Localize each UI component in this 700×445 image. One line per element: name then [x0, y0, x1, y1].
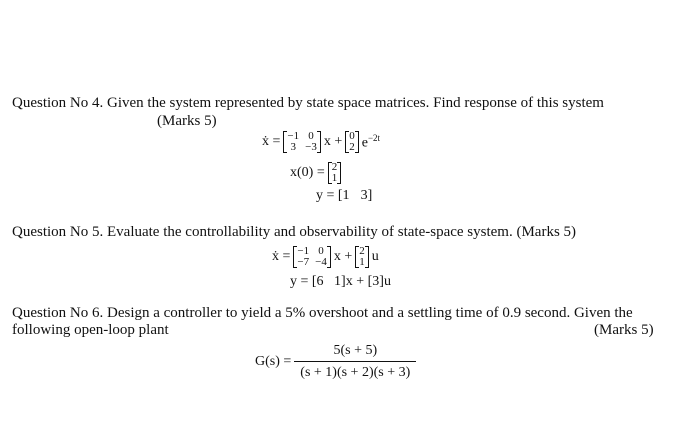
q4-xdot: ẋ = [262, 134, 281, 149]
q4-x-plus: x + [323, 134, 343, 149]
question-6-marks: (Marks 5) [594, 322, 654, 338]
q4-output-equation: y = [1 3] [316, 188, 373, 203]
q4-initial-condition: x(0) = 2 1 [290, 162, 341, 184]
question-5-text: Question No 5. Evaluate the controllability and observability of state-space system. (Marks 5) [12, 224, 577, 240]
q6-fraction [294, 343, 416, 381]
question-6-line-1: Question No 6. Design a controller to yield a 5% overshoot and a settling time of 0.9 second. Given the [12, 305, 633, 321]
q6-numerator: 5(s + 5) [333, 343, 378, 358]
q5-matrix-a: −1 0 −7 −4 [293, 246, 330, 268]
q4-matrix-b: 0 2 [345, 131, 359, 153]
q5-state-equation: ẋ = −1 0 −7 −4 x + 2 1 u [272, 245, 379, 268]
question-4-text: Question No 4. Given the system represented by state space matrices. Find response of this system [12, 95, 604, 111]
question-6-line-2: following open-loop plant [12, 322, 169, 338]
q4-state-equation [262, 131, 380, 153]
q4-matrix-a: −1 0 3 −3 [283, 131, 320, 153]
q6-denominator: (s + 1)(s + 2)(s + 3) [294, 361, 416, 381]
q6-transfer-function: G(s) = $\frac{5(s + 5)}{(s + 1)(s + 2)(s + 3)}$ [255, 343, 416, 381]
question-4-marks: (Marks 5) [157, 113, 217, 129]
q4-x0-vector: 2 1 [328, 162, 342, 184]
q5-matrix-b: 2 1 [355, 246, 369, 268]
q5-output-equation: y = [6 1]x + [3]u [290, 274, 391, 289]
q4-exponential: $e^{-2t}$ [361, 132, 381, 151]
